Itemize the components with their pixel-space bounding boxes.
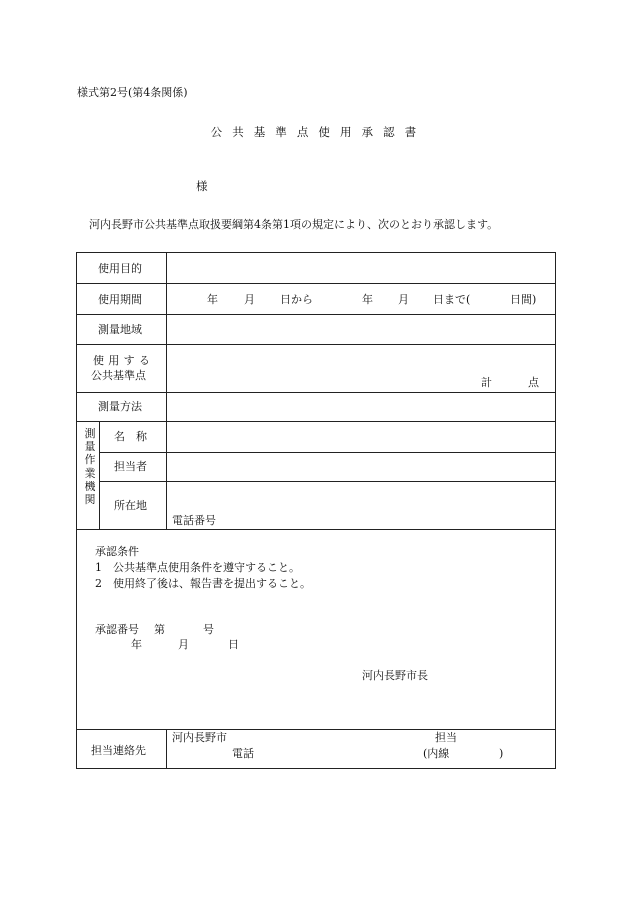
method-field[interactable] [167,393,554,420]
issuer-name: 河内長野市長 [362,669,428,682]
area-label: 測量地域 [98,323,142,336]
group-char: 作 [84,453,96,467]
group-char: 測 [84,427,96,440]
approval-number-prefix: 第 [154,623,165,636]
period-end-year: 年 [362,293,373,306]
column-divider [99,421,100,529]
form-number: 様式第2号(第4条関係) [77,86,188,99]
row-divider [77,529,555,530]
points-label-line2: 公共基準点 [91,369,146,382]
row-divider [77,283,555,284]
period-label: 使用期間 [98,293,142,306]
approval-date-day: 日 [228,638,239,651]
contact-phone-label: 電話 [232,747,254,760]
contact-extension-label: (内線 [423,747,450,760]
org-person-label: 担当者 [114,460,147,473]
points-label-line1: 使 用 す る [93,354,151,367]
row-divider [99,481,555,482]
org-phone-label: 電話番号 [172,514,216,527]
period-start-day: 日から [280,293,313,306]
row-divider [77,344,555,345]
group-char: 関 [84,493,96,507]
column-divider [166,729,167,769]
points-count-label: 計 [481,376,492,389]
addressee-suffix: 様 [196,179,208,193]
contact-person-label: 担当 [435,731,457,744]
org-person-field[interactable] [167,453,554,480]
row-divider [77,729,555,730]
approval-form-table [76,252,556,769]
area-field[interactable] [167,315,554,343]
org-name-label: 名 称 [114,430,147,443]
group-char: 量 [84,440,96,454]
method-label: 測量方法 [98,400,142,413]
purpose-field[interactable] [167,254,554,282]
condition-item: 1 公共基準点使用条件を遵守すること。 [95,561,300,574]
org-name-field[interactable] [167,422,554,451]
column-divider [166,253,167,529]
contact-city: 河内長野市 [172,731,227,744]
intro-text: 河内長野市公共基準点取扱要綱第4条第1項の規定により、次のとおり承認します。 [89,218,499,231]
period-end-month: 月 [398,293,409,306]
points-unit: 点 [528,376,539,389]
contact-label: 担当連絡先 [91,744,146,757]
period-days: 日間) [510,293,537,306]
period-end-day: 日まで( [433,293,471,306]
condition-item: 2 使用終了後は、報告書を提出すること。 [95,577,311,590]
approval-date-month: 月 [178,638,189,651]
survey-organization-group-label [83,427,97,506]
contact-extension-close: ) [499,747,504,760]
period-start-year: 年 [207,293,218,306]
org-address-label: 所在地 [114,499,147,512]
purpose-label: 使用目的 [98,262,142,275]
approval-date-year: 年 [131,638,142,651]
group-char: 業 [84,466,96,480]
approval-number-label: 承認番号 [95,623,139,636]
conditions-title: 承認条件 [95,545,139,558]
group-char: 機 [84,479,96,493]
period-start-month: 月 [244,293,255,306]
approval-number-suffix: 号 [203,623,214,636]
document-title: 公 共 基 準 点 使 用 承 認 書 [210,125,420,139]
